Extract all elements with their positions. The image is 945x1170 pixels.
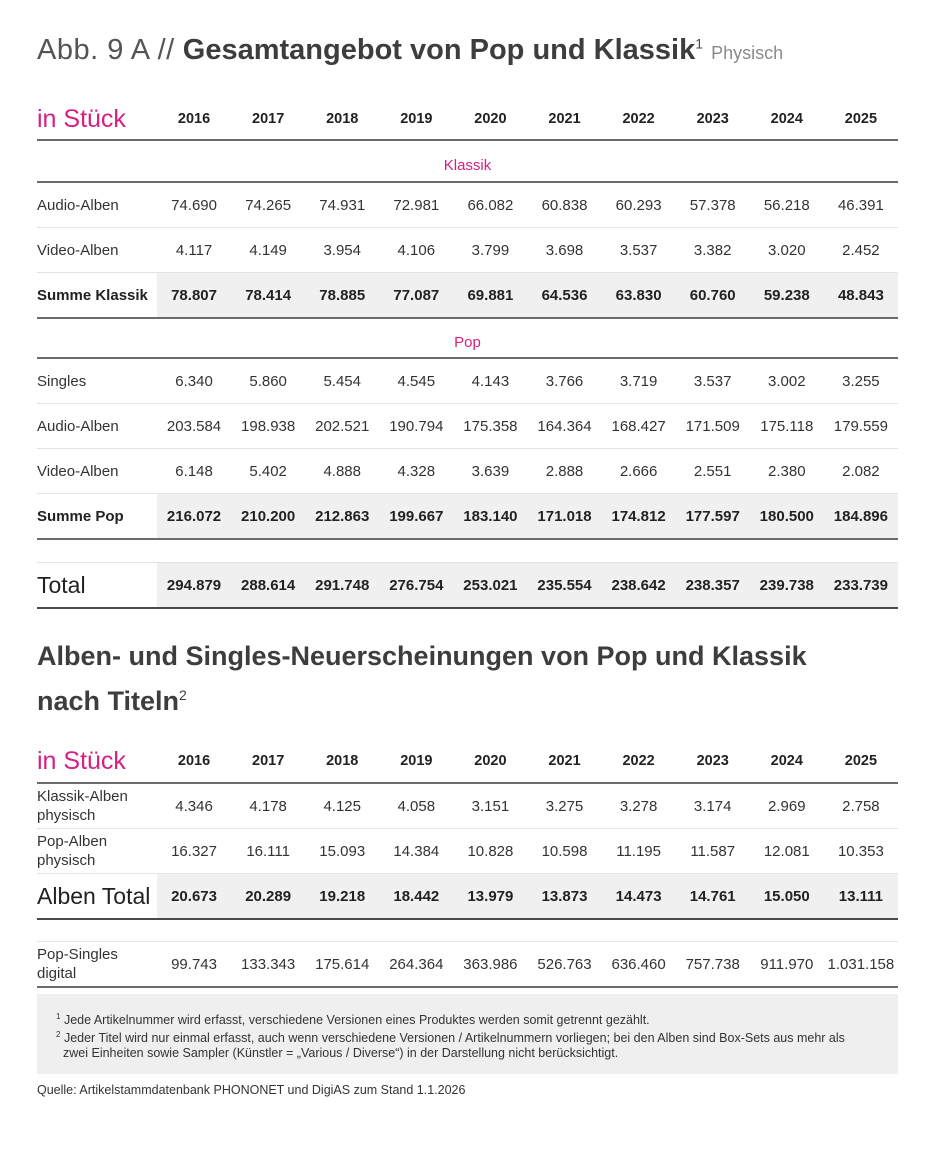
albums-total-row: [37, 874, 898, 918]
table-row: [37, 359, 898, 403]
year-header: 2023: [696, 753, 729, 769]
value-cell: 183.140: [463, 507, 518, 525]
table-gesamtangebot: [37, 98, 898, 610]
year-header: 2024: [770, 753, 803, 769]
value-cell: 59.238: [763, 286, 810, 304]
section-rule: [37, 538, 898, 540]
value-cell: 20.673: [171, 887, 217, 905]
section-heading-line2: [37, 676, 917, 721]
year-header: 2016: [177, 753, 211, 769]
year-header: 2022: [622, 753, 655, 769]
row-values: [157, 829, 898, 873]
value-cell: 57.378: [689, 196, 736, 214]
value-cell: 264.364: [389, 955, 444, 973]
footnote-mark: 1: [56, 1012, 61, 1021]
value-cell: 212.863: [315, 507, 370, 525]
value-cell: 46.391: [837, 196, 884, 214]
year-header: 2017: [252, 753, 285, 769]
value-cell: 5.860: [249, 372, 287, 390]
value-cell: 202.521: [315, 417, 370, 435]
value-cell: 1.031.158: [827, 955, 895, 973]
unit-label: in Stück: [37, 104, 126, 133]
footnote-mark: 2: [56, 1030, 61, 1039]
value-cell: 4.143: [471, 372, 510, 390]
row-values: [157, 563, 898, 607]
value-cell: 20.289: [245, 887, 292, 905]
header-rule: [37, 139, 898, 141]
value-cell: 15.050: [763, 887, 810, 905]
value-cell: 174.812: [611, 507, 666, 525]
year-header: 2025: [844, 753, 878, 769]
year-header: 2020: [474, 111, 507, 127]
value-cell: 2.380: [768, 462, 806, 480]
value-cell: 235.554: [537, 576, 592, 594]
row-label: Audio-Alben: [37, 196, 119, 214]
value-cell: 2.888: [545, 462, 584, 480]
footnote-text: Jeder Titel wird nur einmal erfasst, auch wenn verschiedene Versionen / Artikelnummern vorliegen; bei den Alben sind Box-Sets aus mehr als: [63, 1031, 845, 1046]
value-cell: 216.072: [166, 507, 222, 525]
value-cell: 15.093: [319, 842, 366, 860]
value-cell: 175.614: [315, 955, 370, 973]
value-cell: 74.690: [171, 196, 217, 214]
value-cell: 3.639: [471, 462, 510, 480]
row-label: Audio-Alben: [37, 417, 119, 435]
value-cell: 238.357: [685, 576, 740, 594]
row-label-line2: physisch: [37, 852, 96, 869]
value-cell: 203.584: [166, 417, 222, 435]
value-cell: 3.537: [619, 241, 658, 259]
value-cell: 72.981: [393, 196, 440, 214]
value-cell: 238.642: [611, 576, 666, 594]
year-header: 2020: [474, 753, 507, 769]
value-cell: 6.148: [175, 462, 213, 480]
value-cell: 60.293: [615, 196, 662, 214]
value-cell: 5.402: [249, 462, 287, 480]
value-cell: 2.082: [842, 462, 880, 480]
value-cell: 3.002: [768, 372, 806, 390]
value-cell: 2.452: [842, 241, 880, 259]
value-cell: 164.364: [537, 417, 592, 435]
value-cell: 526.763: [537, 955, 592, 973]
unit-label: in Stück: [37, 746, 126, 775]
row-label: Video-Alben: [37, 462, 119, 480]
row-label: Summe Klassik: [37, 286, 148, 304]
value-cell: 177.597: [685, 507, 740, 525]
table-row: [37, 784, 898, 828]
row-label: Summe Pop: [37, 507, 124, 525]
footnote-text: Jede Artikelnummer wird erfasst, verschiedene Versionen eines Produktes werden somit getrennt gezählt.: [63, 1013, 650, 1028]
footnotes-box: [37, 994, 898, 1074]
value-cell: 3.020: [768, 241, 806, 259]
year-header: 2016: [177, 111, 211, 127]
value-cell: 233.739: [833, 576, 888, 594]
table-row: [37, 404, 898, 448]
value-cell: 10.598: [541, 842, 588, 860]
value-cell: 99.743: [171, 955, 217, 973]
value-cell: 4.888: [323, 462, 361, 480]
value-cell: 3.698: [545, 241, 584, 259]
value-cell: 4.328: [397, 462, 436, 480]
value-cell: 4.178: [249, 797, 287, 815]
value-cell: 16.327: [171, 842, 217, 860]
row-values: [157, 404, 898, 448]
year-header: 2018: [326, 111, 359, 127]
table-header-row: [37, 740, 898, 782]
value-cell: 13.873: [541, 887, 588, 905]
value-cell: 4.346: [175, 797, 213, 815]
row-label: Singles: [37, 372, 87, 390]
value-cell: 19.218: [319, 887, 366, 905]
value-cell: 4.117: [175, 241, 213, 259]
row-values: [157, 942, 898, 986]
value-cell: 3.954: [323, 241, 361, 259]
value-cell: 294.879: [166, 576, 222, 594]
value-cell: 6.340: [175, 372, 213, 390]
row-values: [157, 228, 898, 272]
value-cell: 4.106: [397, 241, 436, 259]
value-cell: 3.275: [545, 797, 584, 815]
value-cell: 911.970: [760, 955, 814, 973]
value-cell: 5.454: [323, 372, 361, 390]
footnote-mark: 2: [179, 687, 187, 703]
value-cell: 3.537: [693, 372, 732, 390]
section-label-klassik: Klassik: [443, 157, 492, 174]
value-cell: 4.545: [397, 372, 436, 390]
value-cell: 3.799: [471, 241, 510, 259]
value-cell: 276.754: [389, 576, 444, 594]
sum-row-klassik: [37, 273, 898, 317]
table-row: [37, 449, 898, 493]
table-header-row: [37, 98, 898, 140]
value-cell: 2.758: [842, 797, 880, 815]
row-label: [37, 787, 157, 825]
row-label: Total: [37, 571, 86, 598]
value-cell: 363.986: [463, 955, 518, 973]
row-values: [157, 784, 898, 828]
value-cell: 3.174: [693, 797, 732, 815]
value-cell: 14.473: [615, 887, 662, 905]
row-label-line1: Pop-Singles: [37, 946, 118, 963]
value-cell: 288.614: [241, 576, 296, 594]
row-label: Alben Total: [37, 882, 151, 909]
value-cell: 757.738: [685, 955, 740, 973]
value-cell: 184.896: [833, 507, 888, 525]
value-cell: 175.358: [463, 417, 518, 435]
value-cell: 14.384: [393, 842, 440, 860]
year-header: 2022: [622, 111, 655, 127]
section-heading: [37, 637, 917, 721]
value-cell: 175.118: [760, 417, 814, 435]
value-cell: 60.760: [689, 286, 736, 304]
value-cell: 2.666: [619, 462, 658, 480]
row-values: [157, 183, 898, 227]
table-bottom-rule: [37, 607, 898, 609]
value-cell: 78.807: [171, 286, 217, 304]
value-cell: 78.414: [245, 286, 292, 304]
table-row: [37, 829, 898, 873]
value-cell: 11.587: [690, 842, 736, 860]
footnote-mark: 1: [695, 35, 704, 52]
value-cell: 4.149: [249, 241, 287, 259]
value-cell: 210.200: [241, 507, 296, 525]
row-values: [157, 359, 898, 403]
value-cell: 3.719: [619, 372, 658, 390]
value-cell: 12.081: [763, 842, 810, 860]
row-values: [157, 273, 898, 317]
value-cell: 16.111: [246, 842, 290, 860]
value-cell: 63.830: [615, 286, 662, 304]
year-header: 2019: [400, 753, 433, 769]
table-row: [37, 228, 898, 272]
figure-number: Abb. 9 A //: [37, 34, 175, 66]
row-label-line1: Klassik-Alben: [37, 788, 128, 805]
value-cell: 3.151: [471, 797, 510, 815]
value-cell: 636.460: [611, 955, 666, 973]
row-values: [157, 494, 898, 538]
value-cell: 48.843: [837, 286, 884, 304]
year-header: 2021: [548, 753, 581, 769]
row-label: Video-Alben: [37, 241, 119, 259]
value-cell: 171.509: [685, 417, 740, 435]
value-cell: 291.748: [315, 576, 370, 594]
footnote-2-continuation: zwei Einheiten sowie Sampler (Künstler = „Various / Diverse“) in der Darstellung nicht berücksichtigt.: [63, 1046, 619, 1060]
value-cell: 3.255: [842, 372, 880, 390]
value-cell: 179.559: [833, 417, 888, 435]
value-cell: 168.427: [611, 417, 666, 435]
total-row: [37, 563, 898, 607]
value-cell: 64.536: [541, 286, 588, 304]
table-neuerscheinungen: [37, 740, 898, 980]
table-row: [37, 942, 898, 986]
value-cell: 3.766: [545, 372, 584, 390]
year-header: 2017: [252, 111, 285, 127]
figure-title: [37, 34, 783, 67]
value-cell: 10.828: [467, 842, 514, 860]
value-cell: 78.885: [319, 286, 366, 304]
row-label: [37, 832, 157, 870]
row-label: [37, 945, 157, 983]
value-cell: 60.838: [541, 196, 588, 214]
value-cell: 198.938: [241, 417, 296, 435]
value-cell: 171.018: [537, 507, 592, 525]
row-values: [157, 449, 898, 493]
section-rule: [37, 317, 898, 319]
value-cell: 14.761: [689, 887, 736, 905]
section-heading-line1: Alben- und Singles-Neuerscheinungen von Pop und Klassik: [37, 641, 807, 671]
value-cell: 190.794: [389, 417, 444, 435]
table-rule: [37, 918, 898, 920]
value-cell: 69.881: [467, 286, 514, 304]
source-note: Quelle: Artikelstammdatenbank PHONONET und DigiAS zum Stand 1.1.2026: [37, 1083, 466, 1097]
value-cell: 74.265: [245, 196, 292, 214]
value-cell: 239.738: [759, 576, 814, 594]
sum-row-pop: [37, 494, 898, 538]
value-cell: 2.551: [693, 462, 732, 480]
value-cell: 2.969: [768, 797, 806, 815]
value-cell: 3.382: [693, 241, 732, 259]
row-label-line1: Pop-Alben: [37, 833, 108, 850]
table-row: [37, 183, 898, 227]
row-label-line2: physisch: [37, 807, 96, 824]
table-bottom-rule: [37, 986, 898, 988]
value-cell: 18.442: [393, 887, 440, 905]
value-cell: 133.343: [241, 955, 296, 973]
value-cell: 11.195: [616, 842, 661, 860]
value-cell: 74.931: [319, 196, 366, 214]
year-header: 2025: [844, 111, 878, 127]
value-cell: 13.111: [838, 887, 883, 905]
row-label-line2: digital: [37, 965, 77, 982]
year-header: 2024: [770, 111, 803, 127]
figure-subtitle: Physisch: [711, 43, 784, 63]
value-cell: 4.125: [323, 797, 361, 815]
value-cell: 199.667: [389, 507, 444, 525]
value-cell: 4.058: [397, 797, 436, 815]
value-cell: 180.500: [759, 507, 814, 525]
value-cell: 56.218: [763, 196, 810, 214]
year-header: 2021: [548, 111, 581, 127]
section-heading-text: nach Titeln: [37, 686, 180, 716]
year-header: 2018: [326, 753, 359, 769]
value-cell: 10.353: [837, 842, 884, 860]
year-header: 2019: [400, 111, 433, 127]
value-cell: 77.087: [393, 286, 440, 304]
value-cell: 13.979: [467, 887, 514, 905]
year-header: 2023: [696, 111, 729, 127]
row-values: [157, 874, 898, 918]
section-label-pop: Pop: [454, 334, 481, 351]
value-cell: 3.278: [619, 797, 658, 815]
value-cell: 66.082: [467, 196, 514, 214]
figure-title-main: Gesamtangebot von Pop und Klassik: [182, 34, 696, 66]
value-cell: 253.021: [463, 576, 518, 594]
